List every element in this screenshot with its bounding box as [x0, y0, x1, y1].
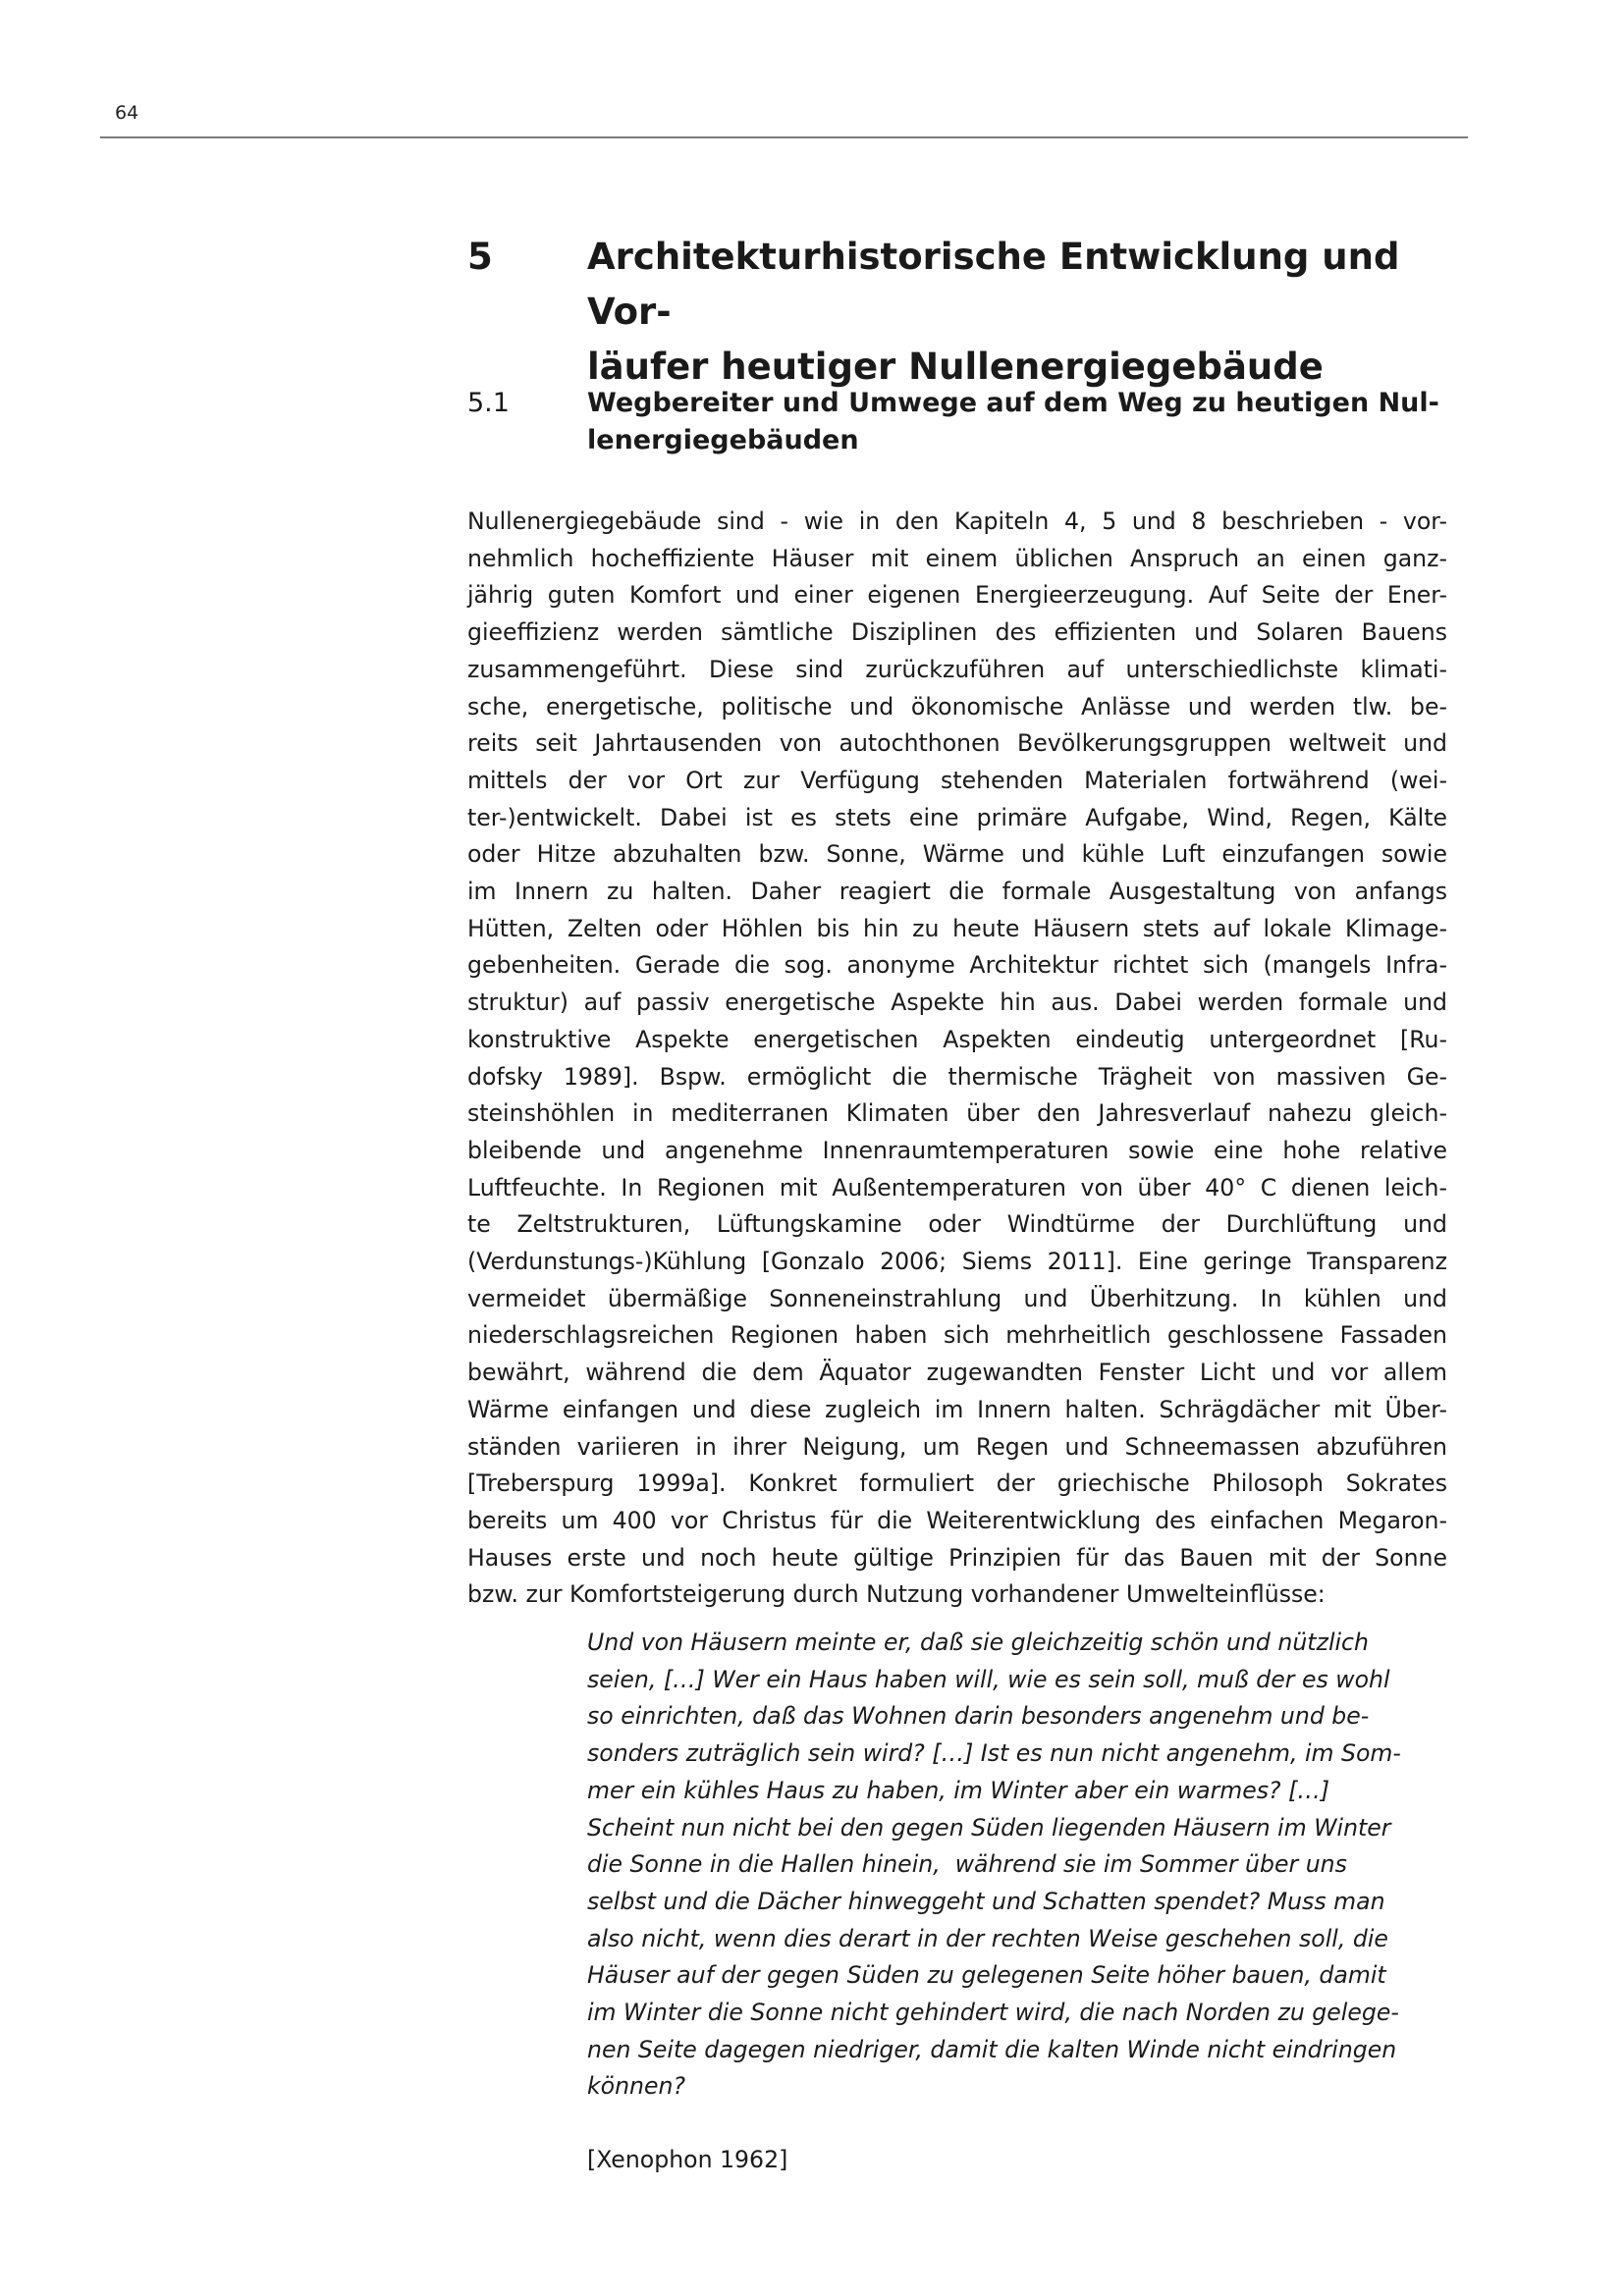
body-line: gieeffizienz werden sämtliche Disziplinen des effizienten und Solaren Bauens: [467, 618, 1447, 647]
section-heading: [467, 385, 1449, 459]
body-line: ter-)entwickelt. Dabei ist es stets eine primäre Aufgabe, Wind, Regen, Kälte: [467, 803, 1447, 831]
quote-line: seien, […] Wer ein Haus haben will, wie es sein soll, muß der es wohl: [587, 1665, 1390, 1693]
body-line: im Innern zu halten. Daher reagiert die formale Ausgestaltung von anfangs: [467, 878, 1447, 906]
section-number: 5.1: [467, 388, 510, 418]
body-line: (Verdunstungs-)Kühlung [Gonzalo 2006; Siems 2011]. Eine geringe Transparenz: [467, 1248, 1447, 1276]
chapter-heading: [467, 230, 1449, 395]
section-title-line: lenergiegebäuden: [587, 425, 859, 455]
body-line: steinshöhlen in mediterranen Klimaten über den Jahresverlauf nahezu gleich-: [467, 1099, 1447, 1128]
body-line: vermeidet übermäßige Sonneneinstrahlung und Überhitzung. In kühlen und: [467, 1284, 1447, 1312]
body-line: [Treberspurg 1999a]. Konkret formuliert der griechische Philosoph Sokrates: [467, 1469, 1447, 1498]
chapter-title-line: Architekturhistorische Entwicklung und Vor-: [587, 236, 1400, 333]
quote-citation: [Xenophon 1962]: [587, 2146, 788, 2173]
page-number: 64: [115, 102, 139, 124]
body-line: Luftfeuchte. In Regionen mit Außentemperaturen von über 40° C dienen leich-: [467, 1173, 1447, 1201]
quote-line: können?: [587, 2072, 685, 2101]
body-line: reits seit Jahrtausenden von autochthonen Bevölkerungsgruppen weltweit und: [467, 729, 1447, 758]
body-line: Hauses erste und noch heute gültige Prinzipien für das Bauen mit der Sonne: [467, 1543, 1447, 1572]
body-line: gebenheiten. Gerade die sog. anonyme Architektur richtet sich (mangels Infra-: [467, 951, 1447, 980]
body-line: mittels der vor Ort zur Verfügung stehenden Materialen fortwährend (wei-: [467, 766, 1447, 794]
quote-line: so einrichten, daß das Wohnen darin besonders angenehm und be-: [587, 1702, 1370, 1731]
body-line: Wärme einfangen und diese zugleich im Innern halten. Schrägdächer mit Über-: [467, 1395, 1447, 1423]
body-line: jährig guten Komfort und einer eigenen Energieerzeugung. Auf Seite der Ener-: [467, 581, 1447, 610]
body-line: sche, energetische, politische und ökonomische Anlässe und werden tlw. be-: [467, 692, 1447, 721]
quote-line: sonders zuträglich sein wird? […] Ist es nun nicht angenehm, im Som-: [587, 1739, 1401, 1768]
body-line: bzw. zur Komfortsteigerung durch Nutzung vorhandener Umwelteinflüsse:: [467, 1580, 1326, 1609]
body-line: dofsky 1989]. Bspw. ermöglicht die thermische Trägheit von massiven Ge-: [467, 1062, 1447, 1091]
quote-line: selbst und die Dächer hinweggeht und Schatten spendet? Muss man: [587, 1887, 1385, 1915]
quote-line: also nicht, wenn dies derart in der rechten Weise geschehen soll, die: [587, 1924, 1388, 1952]
section-title-line: Wegbereiter und Umwege auf dem Weg zu heutigen Nul-: [587, 388, 1439, 418]
quote-line: mer ein kühles Haus zu haben, im Winter aber ein warmes? […]: [587, 1776, 1330, 1804]
body-line: bewährt, während die dem Äquator zugewandten Fenster Licht und vor allem: [467, 1359, 1447, 1387]
body-line: bleibende und angenehme Innenraumtemperaturen sowie eine hohe relative: [467, 1136, 1447, 1164]
quote-line: Scheint nun nicht bei den gegen Süden liegenden Häusern im Winter: [587, 1813, 1391, 1842]
body-line: bereits um 400 vor Christus für die Weiterentwicklung des einfachen Megaron-: [467, 1506, 1447, 1534]
body-paragraph: [467, 504, 1447, 1614]
quote-line: Häuser auf der gegen Süden zu gelegenen Seite höher bauen, damit: [587, 1961, 1386, 1990]
body-line: struktur) auf passiv energetische Aspekte hin aus. Dabei werden formale und: [467, 988, 1447, 1017]
body-line: Nullenergiegebäude sind - wie in den Kapiteln 4, 5 und 8 beschrieben - vor-: [467, 507, 1447, 535]
chapter-title-line: läufer heutiger Nullenergiegebäude: [587, 346, 1324, 388]
header-rule: [100, 136, 1468, 138]
block-quote: [587, 1625, 1447, 2106]
body-line: Hütten, Zelten oder Höhlen bis hin zu heute Häusern stets auf lokale Klimage-: [467, 914, 1447, 942]
quote-line: nen Seite dagegen niedriger, damit die kalten Winde nicht eindringen: [587, 2035, 1397, 2063]
body-line: zusammengeführt. Diese sind zurückzuführen auf unterschiedlichste klimati-: [467, 655, 1447, 683]
body-line: te Zeltstrukturen, Lüftungskamine oder Windtürme der Durchlüftung und: [467, 1210, 1447, 1239]
quote-line: Und von Häusern meinte er, daß sie gleichzeitig schön und nützlich: [587, 1629, 1369, 1656]
quote-line: die Sonne in die Hallen hinein, während sie im Sommer über uns: [587, 1850, 1347, 1879]
body-line: ständen variieren in ihrer Neigung, um Regen und Schneemassen abzuführen: [467, 1432, 1447, 1461]
body-line: konstruktive Aspekte energetischen Aspekten eindeutig untergeordnet [Ru-: [467, 1025, 1447, 1053]
quote-line: im Winter die Sonne nicht gehindert wird, die nach Norden zu gelege-: [587, 1999, 1399, 2027]
body-line: oder Hitze abzuhalten bzw. Sonne, Wärme und kühle Luft einzufangen sowie: [467, 840, 1447, 869]
body-line: niederschlagsreichen Regionen haben sich mehrheitlich geschlossene Fassaden: [467, 1321, 1447, 1350]
chapter-number: 5: [467, 236, 493, 278]
body-line: nehmlich hocheffiziente Häuser mit einem üblichen Anspruch an einen ganz-: [467, 544, 1447, 572]
